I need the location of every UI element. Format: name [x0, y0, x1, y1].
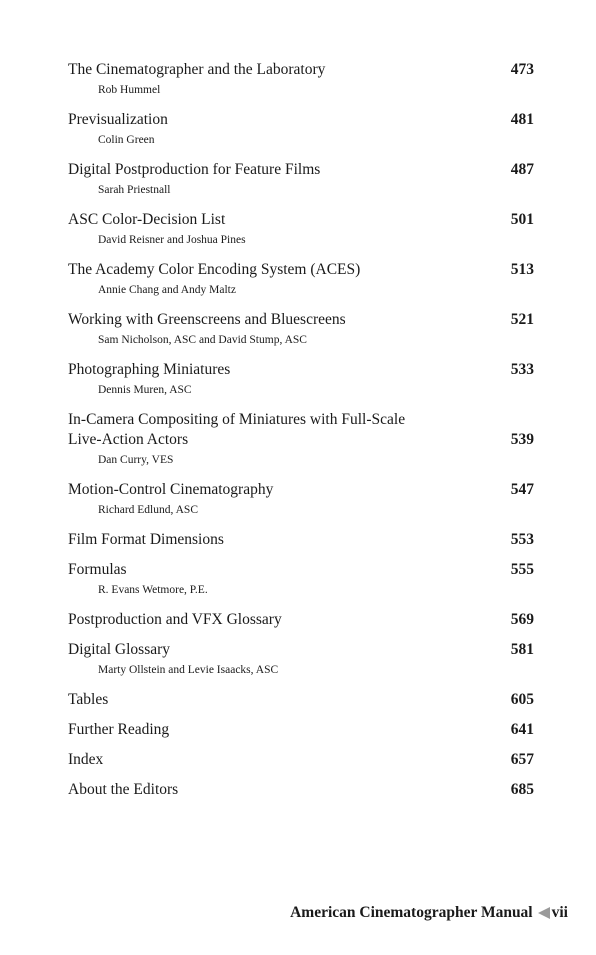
- toc-entry-page: 685: [510, 781, 534, 798]
- toc-entry-page: 473: [510, 61, 534, 78]
- toc-entry-head: [68, 160, 534, 180]
- toc-entry-head: [68, 60, 534, 80]
- toc-entry-head: [68, 210, 534, 230]
- toc-entry-author: Dennis Muren, ASC: [98, 384, 192, 396]
- toc-entry-page: 521: [510, 311, 534, 328]
- running-footer: [290, 902, 568, 924]
- toc-entry: [68, 410, 534, 470]
- toc-entry-head: [68, 480, 534, 500]
- toc-entry-author: Sarah Priestnall: [98, 184, 171, 196]
- toc-entry-head: [68, 310, 534, 330]
- toc-entry-author: Richard Edlund, ASC: [98, 504, 198, 516]
- toc-entry: [68, 690, 534, 710]
- toc-entry: [68, 480, 534, 520]
- toc-entry-title: Motion-Control Cinematography: [68, 481, 274, 498]
- toc-entry: [68, 560, 534, 600]
- toc-entry: [68, 260, 534, 300]
- toc-entry-title: Photographing Miniatures: [68, 361, 231, 378]
- toc-entry-title: The Academy Color Encoding System (ACES): [68, 261, 361, 278]
- toc-entry: [68, 210, 534, 250]
- toc-entry: [68, 110, 534, 150]
- toc-entry-title: Postproduction and VFX Glossary: [68, 611, 282, 628]
- table-of-contents: [68, 60, 534, 810]
- toc-entry-title: ASC Color-Decision List: [68, 211, 226, 228]
- toc-entry-title: Index: [68, 751, 104, 768]
- footer-page-number: vii: [551, 904, 568, 921]
- toc-entry-head: [68, 720, 534, 740]
- toc-entry-title: Film Format Dimensions: [68, 531, 224, 548]
- toc-entry-title: Formulas: [68, 561, 127, 578]
- toc-entry-head: [68, 260, 534, 280]
- toc-entry-head: [68, 530, 534, 550]
- toc-entry-page: 641: [510, 721, 534, 738]
- toc-entry: [68, 610, 534, 630]
- toc-entry-head: [68, 750, 534, 770]
- toc-entry: [68, 640, 534, 680]
- toc-entry: [68, 780, 534, 800]
- toc-entry-author: David Reisner and Joshua Pines: [98, 234, 246, 246]
- toc-entry-title: In-Camera Compositing of Miniatures with Full-Scale Live-Action Actors: [68, 411, 406, 448]
- toc-entry-head: [68, 110, 534, 130]
- toc-entry-page: 657: [510, 751, 534, 768]
- toc-entry: [68, 750, 534, 770]
- toc-entry: [68, 310, 534, 350]
- toc-entry: [68, 720, 534, 740]
- toc-entry-page: 569: [510, 611, 534, 628]
- toc-entry-author: Colin Green: [98, 134, 155, 146]
- toc-entry-author: Dan Curry, VES: [98, 454, 174, 466]
- left-triangle-icon: [538, 907, 550, 919]
- toc-entry-title: Previsualization: [68, 111, 168, 128]
- toc-entry-page: 553: [510, 531, 534, 548]
- toc-entry-head: [68, 360, 534, 380]
- toc-entry-title: Further Reading: [68, 721, 170, 738]
- toc-entry-head: [68, 610, 534, 630]
- toc-entry-head: [68, 640, 534, 660]
- toc-entry: [68, 360, 534, 400]
- toc-entry: [68, 530, 534, 550]
- toc-entry-head: [68, 410, 534, 450]
- toc-entry-page: 547: [510, 481, 534, 498]
- toc-entry-title: Working with Greenscreens and Bluescreens: [68, 311, 346, 328]
- toc-entry-head: [68, 780, 534, 800]
- toc-entry-author: Sam Nicholson, ASC and David Stump, ASC: [98, 334, 307, 346]
- toc-entry-page: 481: [510, 111, 534, 128]
- toc-entry-page: 487: [510, 161, 534, 178]
- toc-entry-title: Digital Postproduction for Feature Films: [68, 161, 321, 178]
- toc-entry-head: [68, 690, 534, 710]
- toc-entry-head: [68, 560, 534, 580]
- toc-entry-title: About the Editors: [68, 781, 179, 798]
- toc-entry-page: 533: [510, 361, 534, 378]
- toc-entry-page: 605: [510, 691, 534, 708]
- toc-entry-page: 513: [510, 261, 534, 278]
- toc-entry-author: Annie Chang and Andy Maltz: [98, 284, 236, 296]
- toc-entry: [68, 160, 534, 200]
- toc-entry-title: The Cinematographer and the Laboratory: [68, 61, 326, 78]
- toc-entry-author: Marty Ollstein and Levie Isaacks, ASC: [98, 664, 279, 676]
- toc-entry-title: Tables: [68, 691, 109, 708]
- toc-entry-author: Rob Hummel: [98, 84, 161, 96]
- footer-book-title: American Cinematographer Manual: [290, 904, 533, 921]
- toc-entry-page: 581: [510, 641, 534, 658]
- toc-entry-page: 539: [510, 431, 534, 448]
- toc-entry-author: R. Evans Wetmore, P.E.: [98, 584, 208, 596]
- toc-entry-page: 555: [510, 561, 534, 578]
- toc-entry-title: Digital Glossary: [68, 641, 171, 658]
- toc-entry: [68, 60, 534, 100]
- toc-entry-page: 501: [510, 211, 534, 228]
